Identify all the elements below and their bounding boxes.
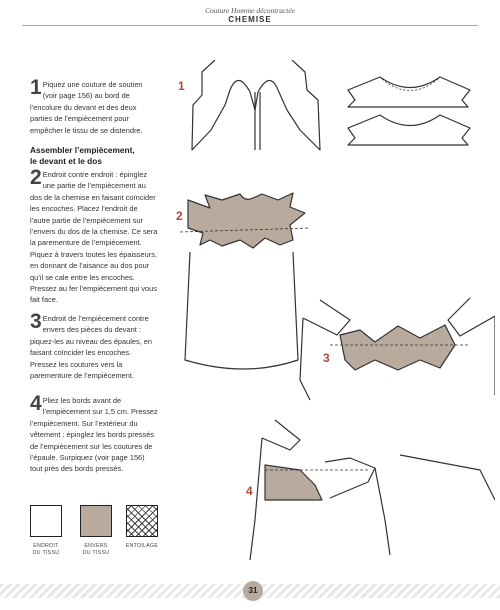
figure-2-back (180, 193, 310, 369)
section-heading-line: le devant et le dos (30, 156, 102, 166)
step-3 (30, 310, 158, 381)
legend-label: ENVERS DU TISSU (82, 543, 110, 556)
page-number: 31 (243, 581, 263, 601)
step-number: 1 (30, 76, 42, 99)
step-number: 4 (30, 392, 42, 415)
legend-fabric-wrong-side (76, 505, 116, 557)
legend-label: ENTOILAGE (125, 543, 159, 549)
header-rule (22, 25, 478, 26)
fabric-wrong-side-swatch (80, 505, 112, 537)
section-heading-line: Assembler l’empiècement, (30, 145, 135, 155)
figure-number: 2 (176, 209, 183, 223)
figure-4-topstitch (250, 420, 495, 560)
illustrations (160, 60, 495, 570)
step-4 (30, 392, 158, 475)
figure-1-shirt-front (192, 60, 320, 150)
chapter-title: CHEMISE (228, 15, 272, 24)
legend-fabric-right-side (26, 505, 66, 557)
step-number: 2 (30, 166, 42, 189)
step-text: Piquez une couture de soutien (voir page 156) au bord de l’encolure du devant et des deux parties de l’empiècement pour empêcher le tissu de se distendre. (30, 80, 143, 135)
figure-number: 4 (246, 484, 253, 498)
figure-number: 3 (323, 351, 330, 365)
page-header (0, 0, 500, 30)
fabric-right-side-swatch (30, 505, 62, 537)
book-subtitle: Couture Homme décontractée (204, 6, 296, 15)
figure-3-front-yoke (300, 298, 495, 400)
step-2 (30, 166, 158, 306)
step-text: Endroit de l’empiècement contre envers des pièces du devant : piquez-les au niveau des épaules, en faisant coïncider les encoches. Pressez les coutures vers la parementure de l’empiècement. (30, 314, 153, 381)
figure-number: 1 (178, 79, 185, 93)
interfacing-swatch (126, 505, 158, 537)
figure-1-yokes (348, 77, 470, 145)
legend-label: ENDROIT DU TISSU (32, 543, 60, 556)
section-heading (30, 145, 135, 167)
step-text: Endroit contre endroit : épinglez une partie de l’empiècement au dos de la chemise en faisant coïncider les encoches. Placez l’endroit de l’autre partie de l’empiècement sur l’envers du dos de la chemise. Ce sera la parementure de l’empiècement. Piquez à travers toutes les épaisseurs, en donnant de l’aisance au dos pour qu’il se cale entre les encoches. Pressez au fer l’empiècement qui vous fait face. (30, 170, 158, 305)
step-text: Pliez les bords avant de l’empiècement sur 1,5 cm. Pressez l’empiècement. Sur l’extérieur du vêtement : épinglez les bords pressés de l’empiècement sur les coutures de l’épaule. Surpiquez (voir page 156) tout près des bords pressés. (30, 396, 158, 474)
step-1 (30, 76, 155, 136)
page-footer (0, 578, 500, 610)
legend-interfacing (122, 505, 162, 550)
step-number: 3 (30, 310, 42, 333)
